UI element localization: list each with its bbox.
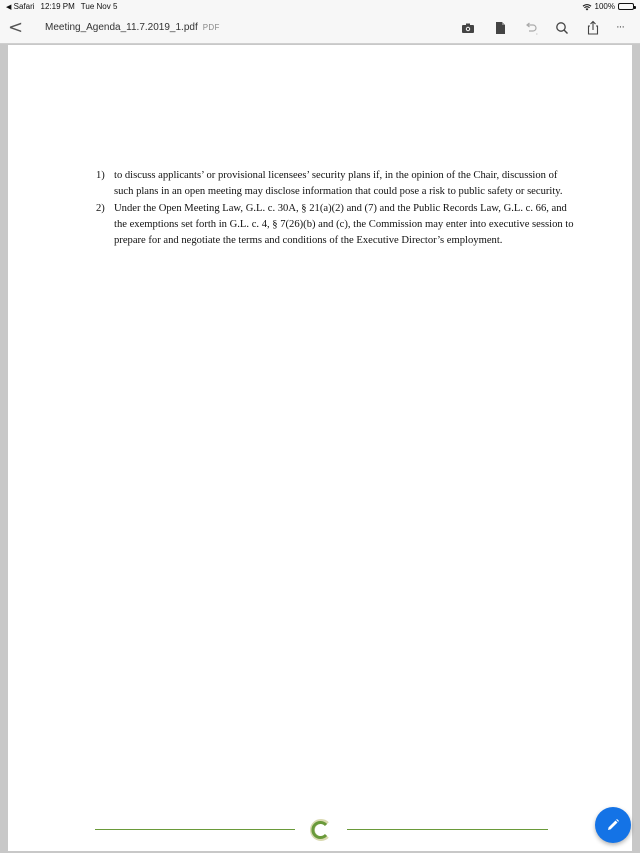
footer-rule-left xyxy=(95,829,295,830)
camera-icon[interactable] xyxy=(460,20,476,36)
filetype-label: PDF xyxy=(202,23,220,32)
commission-logo-icon xyxy=(309,819,333,841)
battery-percent: 100% xyxy=(594,2,615,11)
status-bar xyxy=(0,0,640,13)
back-to-app[interactable] xyxy=(6,2,35,11)
wifi-icon xyxy=(582,3,592,11)
battery-icon xyxy=(618,3,634,10)
share-icon[interactable] xyxy=(585,20,601,36)
more-options-icon[interactable]: ··· xyxy=(616,21,624,33)
agenda-item-number: 2) xyxy=(96,202,105,214)
agenda-item-number: 1) xyxy=(96,170,105,181)
status-time: 12:19 PM xyxy=(40,2,75,11)
edit-button[interactable] xyxy=(595,807,631,843)
viewer-toolbar xyxy=(0,13,640,44)
search-icon[interactable] xyxy=(554,20,570,36)
back-button[interactable]: < xyxy=(8,17,24,38)
document-icon[interactable] xyxy=(492,20,508,36)
footer-rule-right xyxy=(347,829,548,830)
document-title xyxy=(45,22,220,33)
pdf-page xyxy=(8,45,632,851)
agenda-item xyxy=(96,168,578,201)
back-app-label: Safari xyxy=(13,2,35,11)
filename: Meeting_Agenda_11.7.2019_1.pdf xyxy=(45,22,198,33)
back-arrow-icon: ◀ xyxy=(6,4,12,11)
status-date: Tue Nov 5 xyxy=(80,2,118,11)
undo-icon[interactable] xyxy=(523,20,539,36)
pencil-icon xyxy=(605,817,621,833)
agenda-item xyxy=(96,201,578,250)
agenda-item-text: to discuss applicants’ or provisional licensees’ security plans if, in the opinion of the Chair, discussion of such plans in an open meeting may disclose information that could pose a risk to public safety or security. xyxy=(114,170,563,198)
agenda-list xyxy=(96,168,578,249)
agenda-item-text: Under the Open Meeting Law, G.L. c. 30A, § 21(a)(2) and (7) and the Public Records Law, G.L. c. 66, and the exemptions set forth in G.L. c. 4, § 7(26)(b) and (c), the Commission may enter into executive session to prepare for and negotiate the terms and conditions of the Executive Director’s employment. xyxy=(114,202,574,247)
